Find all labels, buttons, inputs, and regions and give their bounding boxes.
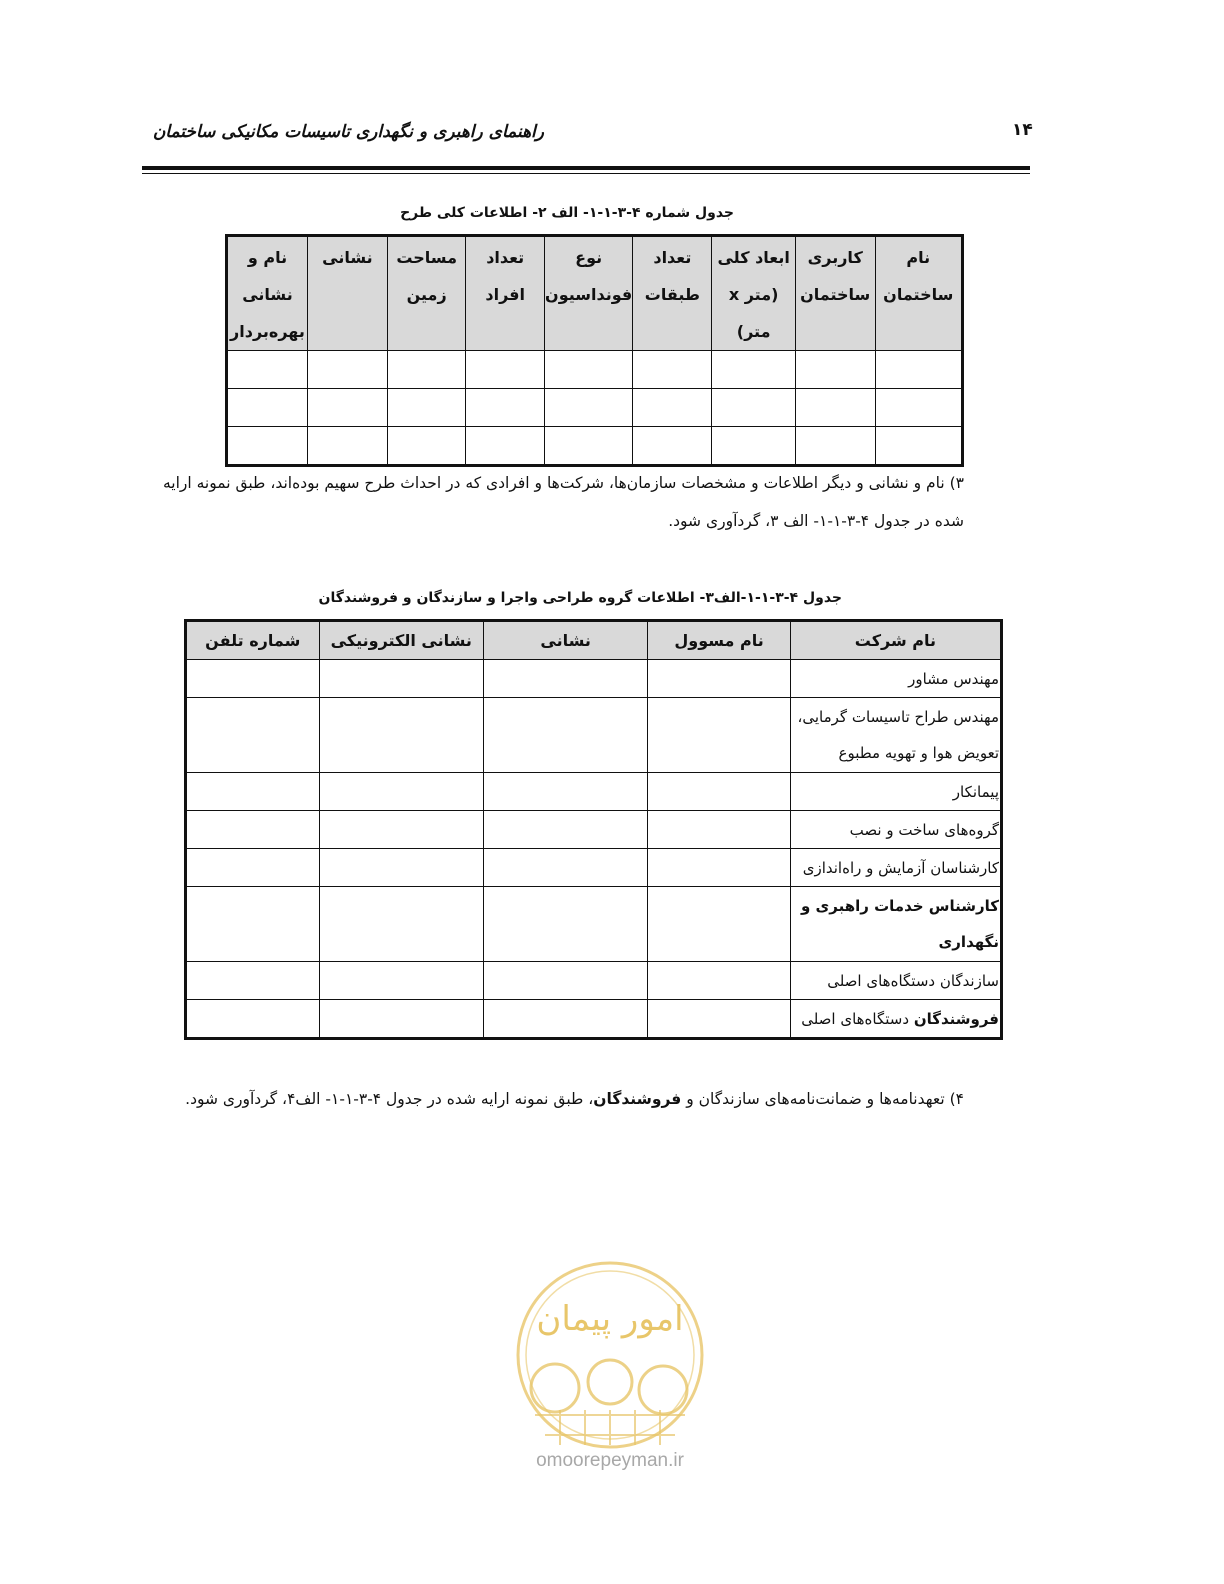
paragraph-3: ۳) نام و نشانی و دیگر اطلاعات و مشخصات سازمان‌ها، شرکت‌ها و افرادی که در احداث طرح سهیم بوده‌اند، طبق نمونه ارایه شده در جدول ۴-۳-۱-۱- الف ۳، گردآوری شود. [162,474,964,530]
table-row [186,1000,1002,1039]
header-rule-thin [142,173,1030,174]
table-row [186,698,1002,773]
paragraph-4-text: ۴) تعهدنامه‌ها و ضمانت‌نامه‌های سازندگان و [681,1090,964,1108]
row-label: پیمانکار [790,773,1001,811]
table-header-row [227,236,963,351]
table-row [227,351,963,389]
table-row [186,849,1002,887]
header-rule-thick [142,166,1030,170]
row-label-rest: دستگاه‌های اصلی [801,1009,914,1028]
row-label: کارشناسان آزمایش و راه‌اندازی [790,849,1001,887]
running-header-title: راهنمای راهبری و نگهداری تاسیسات مکانیکی ساختمان [152,122,544,142]
table1-caption: جدول شماره ۴-۳-۱-۱- الف ۲- اطلاعات کلی طرح [400,205,734,221]
column-header: نشانی [307,236,387,351]
table-row [186,811,1002,849]
table-row [186,773,1002,811]
table-header-row [186,621,1002,660]
column-header: تعداد طبقات [633,236,712,351]
watermark-logo-text: امور پیمان [536,1299,684,1339]
row-label: مهندس مشاور [790,660,1001,698]
general-info-table [225,234,964,467]
page-number: ۱۴ [1012,120,1033,140]
watermark-url: omoorepeyman.ir [536,1450,684,1471]
row-label [790,1000,1001,1039]
table-row [186,962,1002,1000]
column-header: مساحت زمین [387,236,465,351]
paragraph-4-text-end: ، طبق نمونه ارایه شده در جدول ۴-۳-۱-۱- الف۴، گردآوری شود. [185,1090,594,1108]
design-execution-table [184,619,1003,1040]
row-label: گروه‌های ساخت و نصب [790,811,1001,849]
column-header: نام شرکت [790,621,1001,660]
paragraph-4 [159,1080,964,1118]
column-header: نوع فونداسیون [545,236,633,351]
column-header: نام و نشانی بهره‌بردار [227,236,308,351]
column-header: نشانی [484,621,648,660]
table-row [186,887,1002,962]
column-header: تعداد افراد [466,236,545,351]
column-header: نشانی الکترونیکی [319,621,484,660]
table-row [227,389,963,427]
table-row [186,660,1002,698]
row-label: مهندس طراح تاسیسات گرمایی، تعویض هوا و تهویه مطبوع [790,698,1001,773]
row-label-bold: فروشندگان [913,1009,999,1028]
paragraph-4-bold: فروشندگان [593,1090,682,1108]
row-label: کارشناس خدمات راهبری و نگهداری [790,887,1001,962]
column-header: کاربری ساختمان [795,236,875,351]
row-label: سازندگان دستگاه‌های اصلی [790,962,1001,1000]
column-header: شماره تلفن [186,621,320,660]
column-header: نام مسوول [648,621,790,660]
column-header: نام ساختمان [875,236,962,351]
table2-caption: جدول ۴-۳-۱-۱-الف۳- اطلاعات گروه طراحی واجرا و سازندگان و فروشندگان [318,590,842,606]
column-header: ابعاد کلی (متر x متر) [712,236,795,351]
table-row [227,427,963,466]
